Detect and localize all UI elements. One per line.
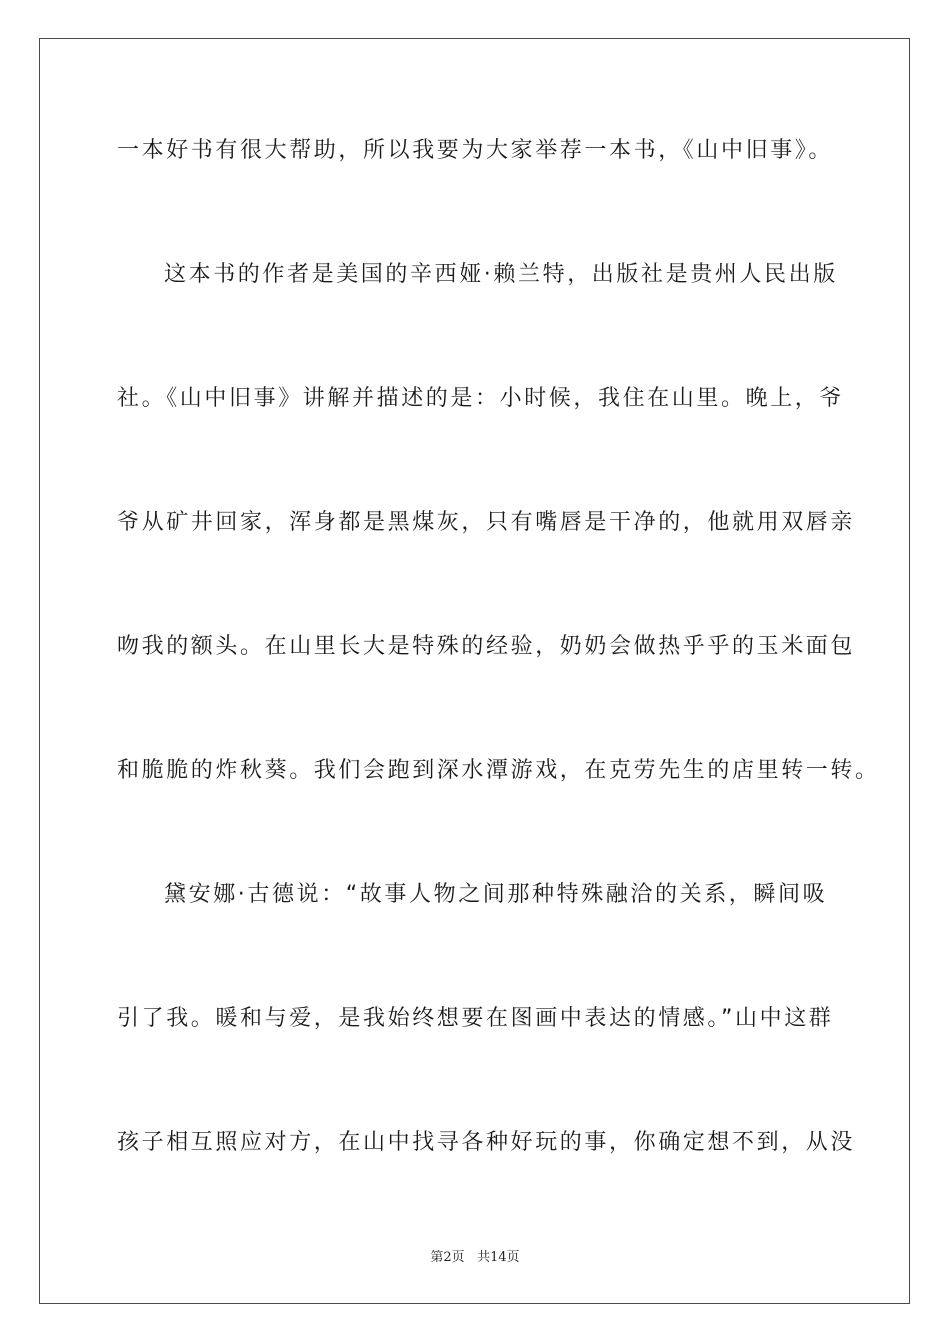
text-line-7: 黛安娜·古德说：“故事人物之间那种特殊融洽的关系，瞬间吸 [164,882,828,907]
page-footer [0,1246,950,1265]
text-line-2: 这本书的作者是美国的辛西娅·赖兰特，出版社是贵州人民出版 [164,262,838,287]
page-border [39,38,910,1304]
text-line-9: 孩子相互照应对方，在山中找寻各种好玩的事，你确定想不到，从没 [117,1130,856,1155]
page-number: 第2页 [430,1250,465,1265]
text-line-8: 引了我。暖和与爱，是我始终想要在图画中表达的情感。”山中这群 [117,1006,834,1031]
text-line-1: 一本好书有很大帮助，所以我要为大家举荐一本书，《山中旧事》。 [117,138,834,163]
text-line-6: 和脆脆的炸秋葵。我们会跑到深水潭游戏，在克劳先生的店里转一转。 [117,758,880,783]
page-total: 共14页 [477,1250,520,1265]
text-line-3: 社。《山中旧事》讲解并描述的是：小时候，我住在山里。晚上，爷 [117,386,845,411]
text-line-4: 爷从矿井回家，浑身都是黑煤灰，只有嘴唇是干净的，他就用双唇亲 [117,510,856,535]
text-line-5: 吻我的额头。在山里长大是特殊的经验，奶奶会做热乎乎的玉米面包 [117,634,856,659]
